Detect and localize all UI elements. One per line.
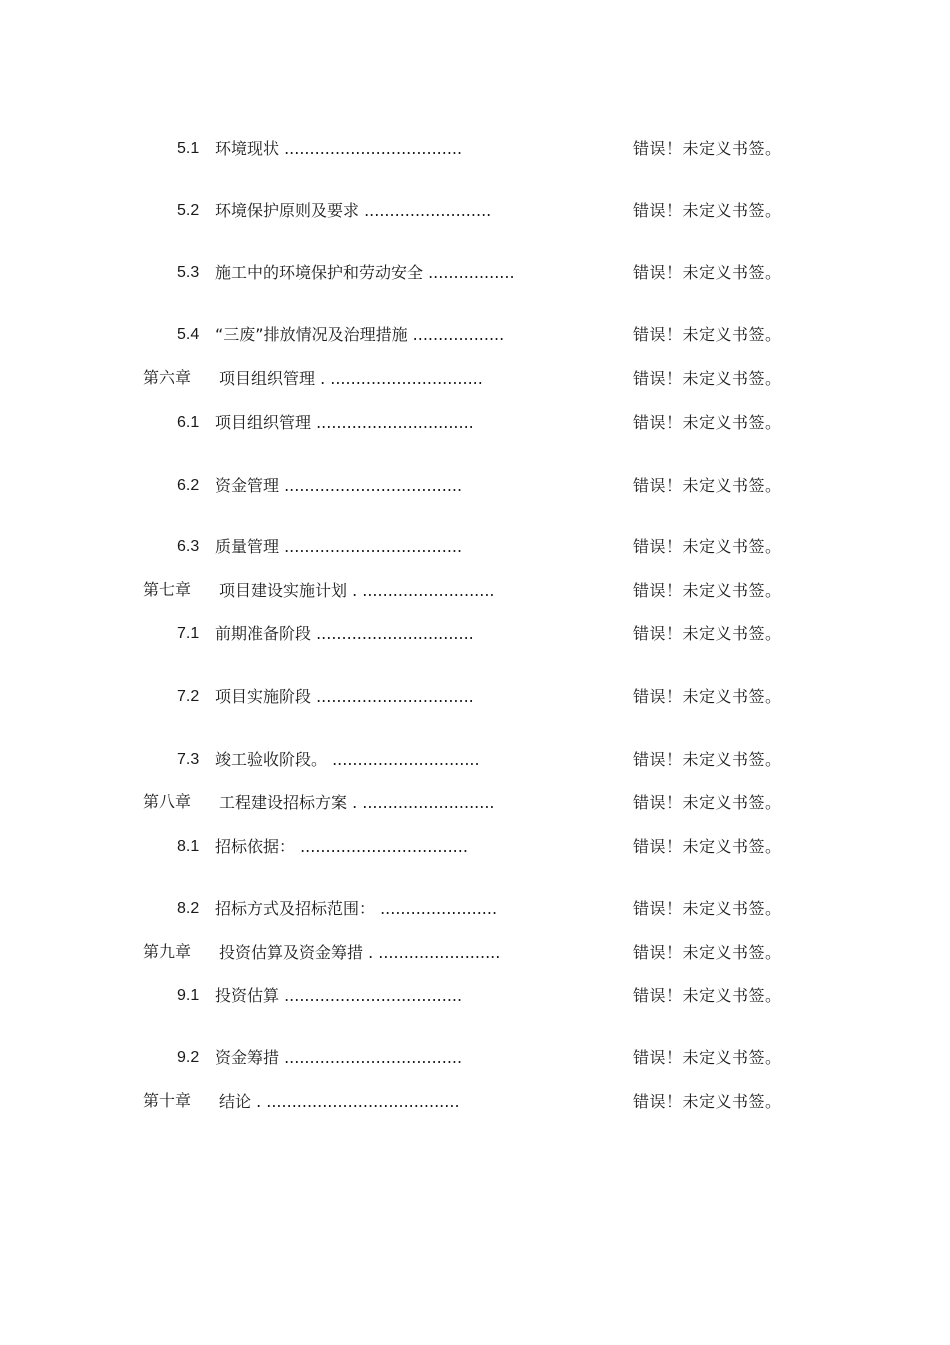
- toc-entry-number: 7.2: [177, 688, 200, 705]
- toc-chapter-number: 第七章: [143, 582, 192, 599]
- toc-entry-number: 8.2: [177, 900, 200, 917]
- toc-entry-page: 错误！未定义书签。: [633, 837, 782, 856]
- toc-entry-number: 5.2: [177, 202, 200, 219]
- toc-chapter-9[interactable]: [0, 941, 950, 965]
- toc-entry-6-2[interactable]: [0, 474, 950, 498]
- toc-entry-title: 招标依据： .................................: [215, 837, 468, 856]
- toc-chapter-title: 投资估算及资金筹措 . ........................: [219, 943, 501, 962]
- toc-entry-title: 环境现状 ...................................: [215, 139, 463, 158]
- toc-entry-page: 错误！未定义书签。: [633, 986, 782, 1005]
- toc-entry-number: 8.1: [177, 838, 200, 855]
- toc-entry-page: 错误！未定义书签。: [633, 1048, 782, 1067]
- toc-entry-page: 错误！未定义书签。: [633, 943, 782, 962]
- toc-chapter-number: 第九章: [143, 944, 192, 961]
- toc-entry-page: 错误！未定义书签。: [633, 201, 782, 220]
- toc-entry-page: 错误！未定义书签。: [633, 899, 782, 918]
- toc-entry-title: “三废”排放情况及治理措施 ..................: [215, 325, 505, 344]
- toc-chapter-number: 第十章: [143, 1093, 192, 1110]
- toc-entry-number: 9.2: [177, 1049, 200, 1066]
- toc-entry-8-2[interactable]: [0, 897, 950, 921]
- toc-entry-6-3[interactable]: [0, 535, 950, 559]
- toc-entry-title: 项目实施阶段 ...............................: [215, 687, 474, 706]
- toc-entry-title: 投资估算 ...................................: [215, 986, 463, 1005]
- toc-chapter-7[interactable]: [0, 579, 950, 603]
- toc-entry-number: 6.1: [177, 414, 200, 431]
- toc-entry-number: 7.3: [177, 751, 200, 768]
- toc-entry-title: 招标方式及招标范围： .......................: [215, 899, 498, 918]
- toc-entry-number: 9.1: [177, 987, 200, 1004]
- toc-entry-5-4[interactable]: [0, 323, 950, 347]
- toc-entry-page: 错误！未定义书签。: [633, 1092, 782, 1111]
- toc-entry-7-3[interactable]: [0, 748, 950, 772]
- toc-entry-page: 错误！未定义书签。: [633, 537, 782, 556]
- toc-entry-number: 5.4: [177, 326, 200, 343]
- toc-entry-5-2[interactable]: [0, 199, 950, 223]
- toc-chapter-title: 项目组织管理 . ..............................: [219, 369, 483, 388]
- toc-entry-page: 错误！未定义书签。: [633, 476, 782, 495]
- toc-chapter-title: 工程建设招标方案 . ..........................: [219, 793, 495, 812]
- toc-entry-page: 错误！未定义书签。: [633, 687, 782, 706]
- toc-entry-page: 错误！未定义书签。: [633, 139, 782, 158]
- toc-entry-title: 资金筹措 ...................................: [215, 1048, 463, 1067]
- toc-entry-7-2[interactable]: [0, 685, 950, 709]
- toc-chapter-title: 结论 . ......................................: [219, 1092, 460, 1111]
- toc-entry-5-3[interactable]: [0, 261, 950, 285]
- toc-entry-page: 错误！未定义书签。: [633, 263, 782, 282]
- toc-entry-page: 错误！未定义书签。: [633, 750, 782, 769]
- toc-chapter-8[interactable]: [0, 791, 950, 815]
- toc-entry-number: 5.3: [177, 264, 200, 281]
- toc-entry-number: 5.1: [177, 140, 200, 157]
- toc-chapter-title: 项目建设实施计划 . ..........................: [219, 581, 495, 600]
- toc-entry-7-1[interactable]: [0, 622, 950, 646]
- toc-entry-5-1[interactable]: [0, 137, 950, 161]
- toc-entry-title: 环境保护原则及要求 .........................: [215, 201, 492, 220]
- toc-entry-title: 前期准备阶段 ...............................: [215, 624, 474, 643]
- toc-entry-title: 项目组织管理 ...............................: [215, 413, 474, 432]
- toc-entry-number: 6.3: [177, 538, 200, 555]
- toc-entry-title: 竣工验收阶段。 .............................: [215, 750, 480, 769]
- toc-entry-page: 错误！未定义书签。: [633, 793, 782, 812]
- toc-entry-number: 7.1: [177, 625, 200, 642]
- toc-entry-number: 6.2: [177, 477, 200, 494]
- toc-chapter-number: 第八章: [143, 794, 192, 811]
- toc-entry-title: 质量管理 ...................................: [215, 537, 463, 556]
- toc-entry-9-1[interactable]: [0, 984, 950, 1008]
- toc-entry-page: 错误！未定义书签。: [633, 413, 782, 432]
- toc-entry-8-1[interactable]: [0, 835, 950, 859]
- toc-entry-page: 错误！未定义书签。: [633, 581, 782, 600]
- toc-entry-title: 资金管理 ...................................: [215, 476, 463, 495]
- toc-chapter-number: 第六章: [143, 370, 192, 387]
- toc-entry-9-2[interactable]: [0, 1046, 950, 1070]
- toc-entry-title: 施工中的环境保护和劳动安全 .................: [215, 263, 515, 282]
- toc-chapter-6[interactable]: [0, 367, 950, 391]
- toc-chapter-10[interactable]: [0, 1090, 950, 1114]
- toc-entry-page: 错误！未定义书签。: [633, 624, 782, 643]
- toc-entry-page: 错误！未定义书签。: [633, 369, 782, 388]
- toc-entry-page: 错误！未定义书签。: [633, 325, 782, 344]
- toc-entry-6-1[interactable]: [0, 411, 950, 435]
